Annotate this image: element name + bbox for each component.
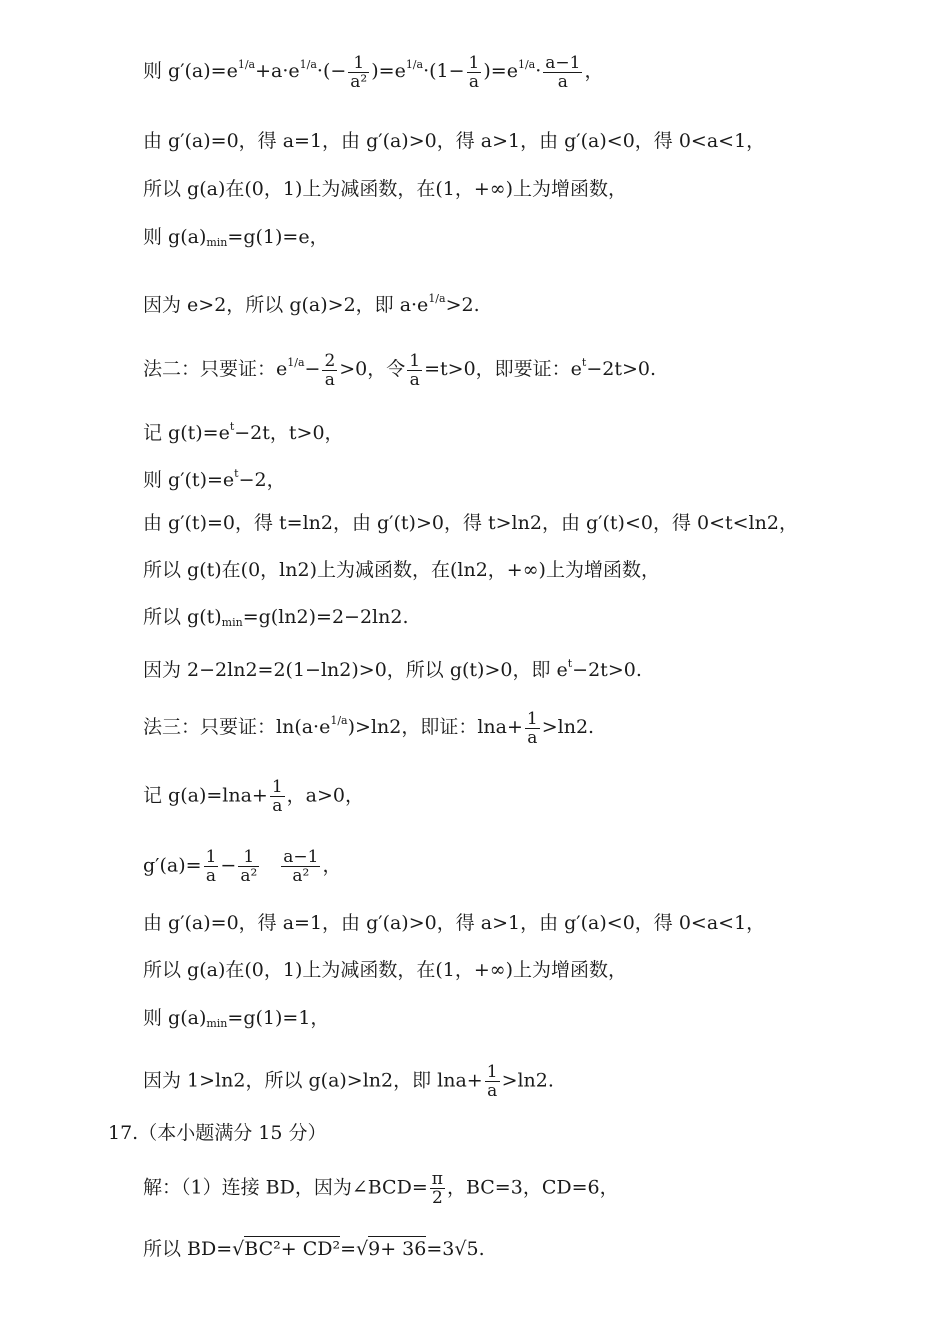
- fraction: $\frac{1}{a}$: [526, 708, 538, 748]
- text-line: 所以 g(t)在(0，ln2)上为减函数，在(ln2，+∞)上为增函数，: [143, 559, 660, 581]
- exponent: 1/a: [299, 58, 317, 71]
- fraction: $\frac{1}{\text{a²}}$: [350, 52, 368, 92]
- text-line: 所以 g(a)在(0，1)上为减函数，在(1，+∞)上为增函数，: [143, 959, 628, 981]
- exponent: 1/a: [237, 58, 256, 71]
- question-heading: 17.（本小题满分 15 分）: [108, 1122, 327, 1144]
- exponent: 1/a: [330, 714, 348, 727]
- text-line: g′(a)= $\frac{1}{a}$ − $\frac{1}{\text{a²}}$ $\frac{a-1}{\text{a²}}$ ，: [143, 847, 342, 886]
- text-line: 则 $g(a)_{min}=g(1)=e$，: [143, 226, 329, 249]
- fraction: $\frac{a-1}{\text{a²}}$: [283, 847, 319, 886]
- exponent: 1/a: [517, 58, 536, 71]
- text-line: 则 $g'(t)=e^t-2$，: [143, 467, 286, 491]
- text-line: 由 g′(a)=0，得 a=1，由 g′(a)>0，得 a>1，由 g′(a)<0，得 0<a<1，: [143, 130, 766, 152]
- method-three-line: 法三：只要证：$\ln(a\cdot e^{1/a})>\ln 2$，即证：lna+ $\frac{1}{a}$ >ln2.: [143, 708, 595, 748]
- fraction: $\frac{\pi}{2}$: [431, 1169, 443, 1208]
- fraction: $\frac{1}{a}$: [271, 777, 283, 816]
- text-line: 记 g(a)=lna+ $\frac{1}{a}$ ，a>0，: [143, 777, 365, 816]
- solution-line: 解：（1）连接 BD，因为∠BCD= $\frac{\pi}{2}$ ，BC=3，CD=6，: [143, 1169, 619, 1208]
- fraction: $\frac{1}{a}$: [409, 350, 421, 390]
- solution-line: 所以 BD=√BC²+ CD²=√9+ 36=3√5.: [143, 1238, 485, 1260]
- fraction: $\frac{1}{a}$: [205, 847, 217, 886]
- exponent: 1/a: [405, 58, 424, 71]
- text-line: 因为 1>ln2，所以 g(a)>ln2，即 lna+ $\frac{1}{a}$ >ln2.: [143, 1062, 554, 1101]
- fraction: $\frac{1}{a}$: [486, 1062, 498, 1101]
- text-line: 因为 2−2ln2=2(1−ln2)>0，所以 g(t)>0，即 $e^t-2t>0$.: [143, 657, 642, 681]
- text-line: 由 g′(a)=0，得 a=1，由 g′(a)>0，得 a>1，由 g′(a)<0，得 0<a<1，: [143, 912, 766, 934]
- method-two-line: 法二：只要证：$e^{1/a}-$ $\frac{2}{a}$ >0，令 $\frac{1}{a}$ =t>0，即要证：$e^t-2t>0$.: [143, 350, 657, 390]
- text-line: 则 $g(a)_{min}=g(1)=1$，: [143, 1007, 330, 1030]
- exponent: 1/a: [287, 356, 305, 369]
- fraction: $\frac{a-1}{a}$: [545, 52, 581, 92]
- fraction: $\frac{2}{a}$: [324, 350, 336, 390]
- text-line: 因为 e>2，所以 g(a)>2，即 $a\cdot e^{1/a}>2$.: [143, 292, 480, 316]
- fraction: $\frac{1}{\text{a²}}$: [240, 847, 258, 886]
- text-line: 所以 $g(t)_{min}=g(\ln 2)=2-2\ln 2$.: [143, 606, 409, 629]
- text-line: 记 $g(t)=e^t-2t$，t>0，: [143, 420, 344, 444]
- exponent: 1/a: [428, 292, 446, 305]
- fraction: $\frac{1}{a}$: [468, 52, 480, 92]
- derivative-line: 则 $g'(a)=e^{1/a}+a\cdot e^{1/a}\cdot(-$ $\frac{1}{\text{a²}}$ )$=e^{1/a}\cdot(1-$ $\frac{1}{a}$ )$=e^{1/a}\cdot$ $\frac{a-1}{a}$ ，: [143, 52, 604, 92]
- text-line: 由 g′(t)=0，得 t=ln2，由 g′(t)>0，得 t>ln2，由 g′(t)<0，得 0<t<ln2，: [143, 512, 798, 534]
- text-line: 所以 g(a)在(0，1)上为减函数，在(1，+∞)上为增函数，: [143, 178, 628, 200]
